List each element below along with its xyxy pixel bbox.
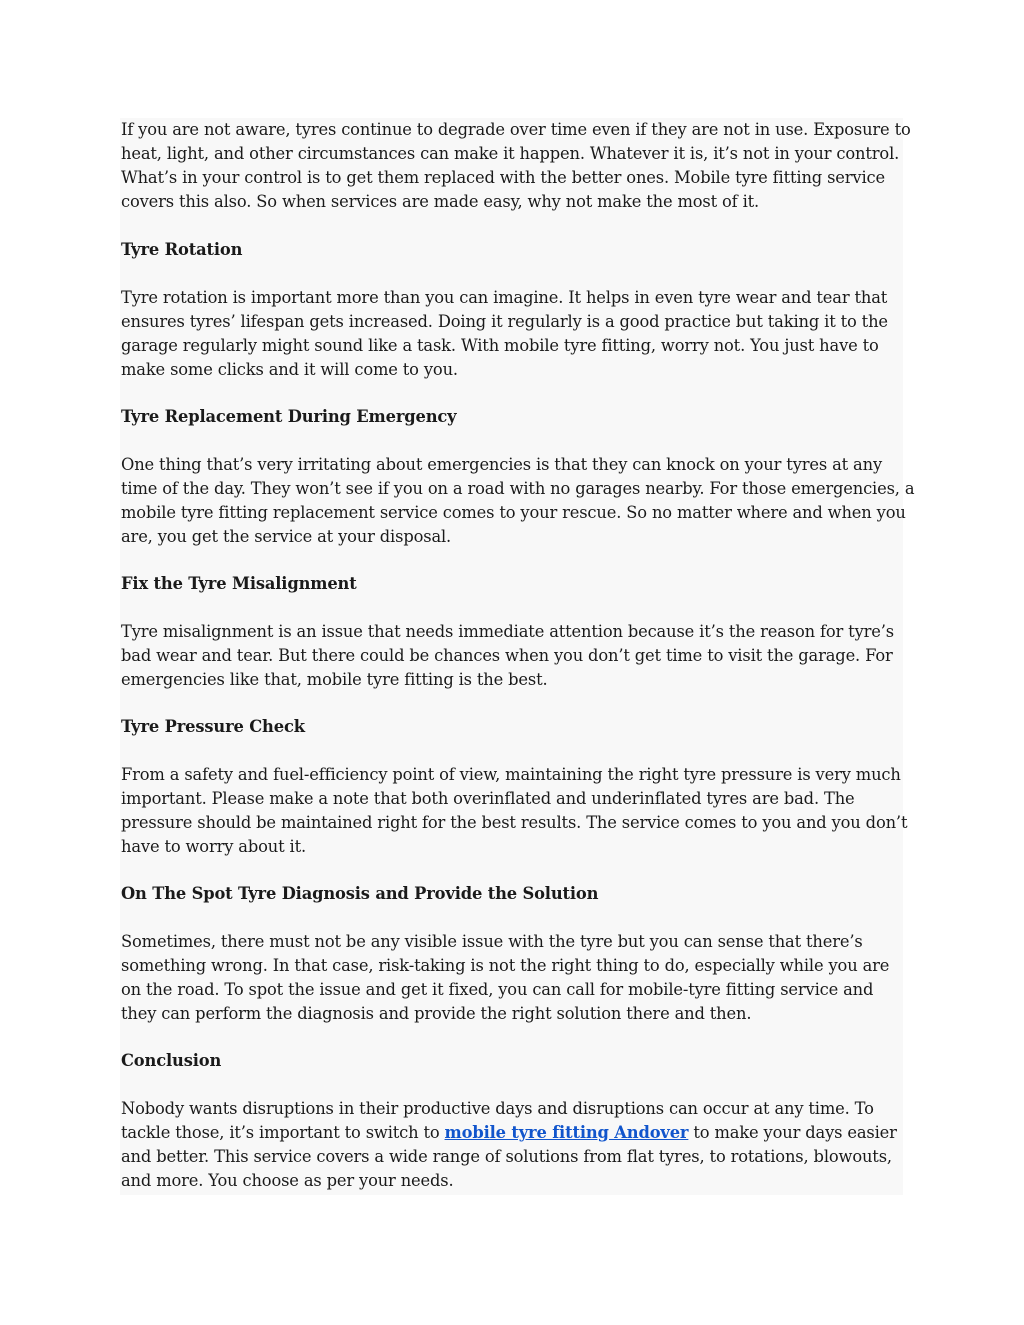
heading-tyre-rotation: Tyre Rotation xyxy=(121,240,243,259)
heading-tyre-replacement: Tyre Replacement During Emergency xyxy=(121,407,457,426)
heading-tyre-diagnosis: On The Spot Tyre Diagnosis and Provide the Solution xyxy=(121,884,599,903)
paragraph-tyre-diagnosis: Sometimes, there must not be any visible issue with the tyre but you can sense that there’s something wrong. In that case, risk-taking is not the right thing to do, especially while you are on the road. To spot the issue and get it fixed, you can call for mobile-tyre fitting service and they can perform the diagnosis and provide the right solution there and then. xyxy=(121,932,890,1023)
paragraph-tyre-misalignment: Tyre misalignment is an issue that needs immediate attention because it’s the reason for tyre’s bad wear and tear. But there could be chances when you don’t get time to visit the garage. For emergencies like that, mobile tyre fitting is the best. xyxy=(121,622,894,689)
paragraph-tyre-replacement: One thing that’s very irritating about emergencies is that they can knock on your tyres at any time of the day. They won’t see if you on a road with no garages nearby. For those emergencies, a mobile tyre fitting replacement service comes to your rescue. So no matter where and when you are, you get the service at your disposal. xyxy=(121,455,915,546)
heading-tyre-misalignment: Fix the Tyre Misalignment xyxy=(121,574,357,593)
conclusion-line-with-link: tackle those, it’s important to switch to mobile tyre fitting Andover to make your days easier xyxy=(121,1123,897,1142)
paragraph-tyre-rotation: Tyre rotation is important more than you can imagine. It helps in even tyre wear and tear that ensures tyres’ lifespan gets increased. Doing it regularly is a good practice but taking it to the garage regularly might sound like a task. With mobile tyre fitting, worry not. You just have to make some clicks and it will come to you. xyxy=(121,288,888,379)
heading-conclusion: Conclusion xyxy=(121,1051,222,1070)
intro-paragraph: If you are not aware, tyres continue to degrade over time even if they are not in use. Exposure to heat, light, and other circumstances can make it happen. Whatever it is, it’s not in your control. What’s in your control is to get them replaced with the better ones. Mobile tyre fitting service covers this also. So when services are made easy, why not make the most of it. xyxy=(121,120,911,211)
document-page xyxy=(120,118,915,1195)
paragraph-tyre-pressure: From a safety and fuel-efficiency point of view, maintaining the right tyre pressure is very much important. Please make a note that both overinflated and underinflated tyres are bad. The pressure should be maintained right for the best results. The service comes to you and you don’t have to worry about it. xyxy=(121,765,908,856)
heading-tyre-pressure: Tyre Pressure Check xyxy=(121,717,305,736)
paragraph-conclusion: Nobody wants disruptions in their productive days and disruptions can occur at any time. To tackle those, it’s important to switch to mobile tyre fitting Andover to make your days easier and better. This service covers a wide range of solutions from flat tyres, to rotations, blowouts, and more. You choose as per your needs. xyxy=(121,1097,906,1193)
mobile-tyre-fitting-andover-link[interactable]: mobile tyre fitting Andover xyxy=(444,1123,689,1142)
